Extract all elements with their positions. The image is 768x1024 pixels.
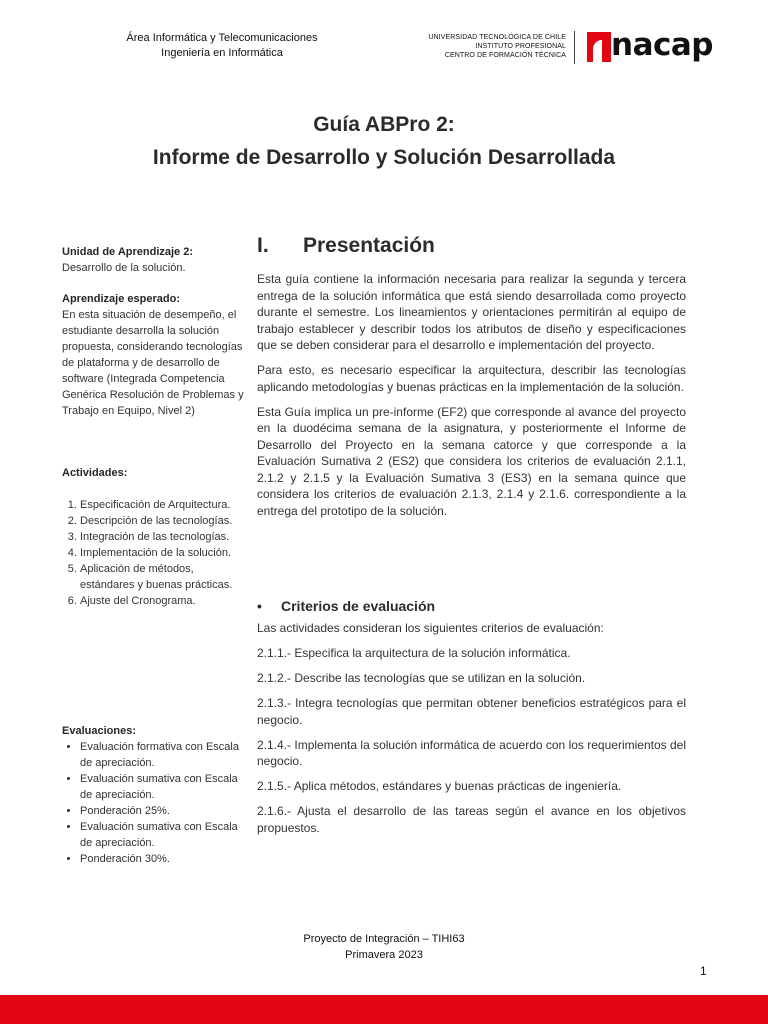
page-title: Guía ABPro 2:	[313, 113, 455, 136]
evaluations-list	[62, 739, 246, 867]
institution-header	[400, 33, 566, 60]
course-name: Proyecto de Integración – TIHI63	[303, 933, 465, 945]
criterion-item: 2.1.5.- Aplica métodos, estándares y buenas prácticas de ingeniería.	[257, 779, 622, 793]
sidebar-learning	[62, 291, 246, 419]
department-header	[100, 31, 344, 61]
activity-item: 1. Especificación de Arquitectura.	[80, 497, 246, 513]
paragraph: Esta Guía implica un pre-informe (EF2) que corresponde al avance del proyecto en la duodécima semana de la asignatura, y posteriormente el Informe de Desarrollo del Proyecto en la semana catorce y que corresponde a la Evaluación Sumativa 2 (ES2) que considera los criterios de evaluación 2.1.1, 2.1.2 y 2.1.5 y la Evaluación Sumativa 3 (ES3) en la semana quince que considera los criterios de evaluación 2.1.3, 2.1.4 y 2.1.6. correspondiente a la entrega del prototipo de la solución.	[257, 404, 686, 518]
criteria-heading	[257, 598, 435, 614]
footer	[0, 931, 768, 963]
activity-item: 3. Integración de las tecnologías.	[80, 529, 246, 545]
activities-heading: Actividades:	[62, 467, 128, 479]
semester: Primavera 2023	[345, 949, 423, 961]
section-heading	[257, 234, 435, 258]
bullet-icon: •	[257, 598, 262, 614]
unit-value: Desarrollo de la solución.	[62, 262, 186, 274]
criterion-item: 2.1.2.- Describe las tecnologías que se utilizan en la solución.	[257, 671, 586, 685]
activity-item: 5. Aplicación de métodos, estándares y buenas prácticas.	[80, 561, 246, 593]
evaluation-item: • Evaluación formativa con Escala de apreciación.	[80, 739, 246, 771]
sidebar-unit	[62, 244, 246, 276]
activity-item: 6. Ajuste del Cronograma.	[80, 593, 246, 609]
criterion-item: 2.1.6.- Ajusta el desarrollo de las tareas según el avance en los objetivos propuestos.	[257, 804, 686, 835]
section-title: Presentación	[303, 234, 435, 257]
paragraph: Para esto, es necesario especificar la arquitectura, describir las tecnologías aplicando metodologías y buenas prácticas en la implementación de la solución.	[257, 363, 686, 394]
institution-line-1: UNIVERSIDAD TECNOLÓGICA DE CHILE	[428, 34, 566, 41]
section-number: I.	[257, 234, 269, 257]
department-name: Área Informática y Telecomunicaciones	[126, 32, 318, 44]
activity-item: 4. Implementación de la solución.	[80, 545, 246, 561]
page-subtitle: Informe de Desarrollo y Solución Desarrollada	[152, 146, 616, 169]
learning-label: Aprendizaje esperado:	[62, 293, 180, 305]
header-divider	[574, 31, 575, 64]
inacap-logo	[587, 27, 727, 72]
criterion-item: 2.1.3.- Integra tecnologías que permitan obtener beneficios estratégicos para el negocio.	[257, 696, 686, 727]
evaluation-item: • Ponderación 25%.	[80, 803, 246, 819]
logo-text: nacap	[611, 27, 713, 63]
evaluation-item: • Evaluación sumativa con Escala de apreciación.	[80, 771, 246, 803]
logo-mark-icon	[587, 32, 611, 62]
evaluation-item: • Ponderación 30%.	[80, 851, 246, 867]
institution-line-3: CENTRO DE FORMACIÓN TÉCNICA	[444, 52, 566, 59]
learning-value: En esta situación de desempeño, el estudiante desarrolla la solución propuesta, considerando tecnologías de plataforma y de desarrollo de software (Integrada Competencia Genérica Resolución de Problemas y Trabajo en Equipo, Nivel 2)	[62, 309, 244, 417]
institution-line-2: INSTITUTO PROFESIONAL	[475, 43, 566, 50]
footer-red-bar	[0, 995, 768, 1024]
paragraph: Esta guía contiene la información necesaria para realizar la segunda y tercera entrega de la solución informática que está siendo desarrollada como proyecto durante el semestre. Los lineamientos y orientaciones permitirán al equipo de trabajo establecer y describir todos los atributos de diseño y especificaciones que se deben considerar para el desarrollo e implementación del proyecto.	[257, 272, 686, 352]
evaluations-heading: Evaluaciones:	[62, 725, 136, 737]
criteria-intro: Las actividades consideran los siguientes criterios de evaluación:	[257, 621, 604, 635]
presentation-body	[257, 271, 686, 528]
unit-label: Unidad de Aprendizaje 2:	[62, 246, 194, 258]
career-name: Ingeniería en Informática	[161, 47, 283, 59]
criteria-title: Criterios de evaluación	[281, 598, 436, 614]
page-number: 1	[700, 964, 707, 978]
criteria-body	[257, 620, 686, 845]
activity-item: 2. Descripción de las tecnologías.	[80, 513, 246, 529]
criterion-item: 2.1.1.- Especifica la arquitectura de la solución informática.	[257, 646, 571, 660]
evaluation-item: • Evaluación sumativa con Escala de apreciación.	[80, 819, 246, 851]
activities-list	[62, 497, 246, 609]
criterion-item: 2.1.4.- Implementa la solución informática de acuerdo con los requerimientos del negocio.	[257, 737, 686, 768]
